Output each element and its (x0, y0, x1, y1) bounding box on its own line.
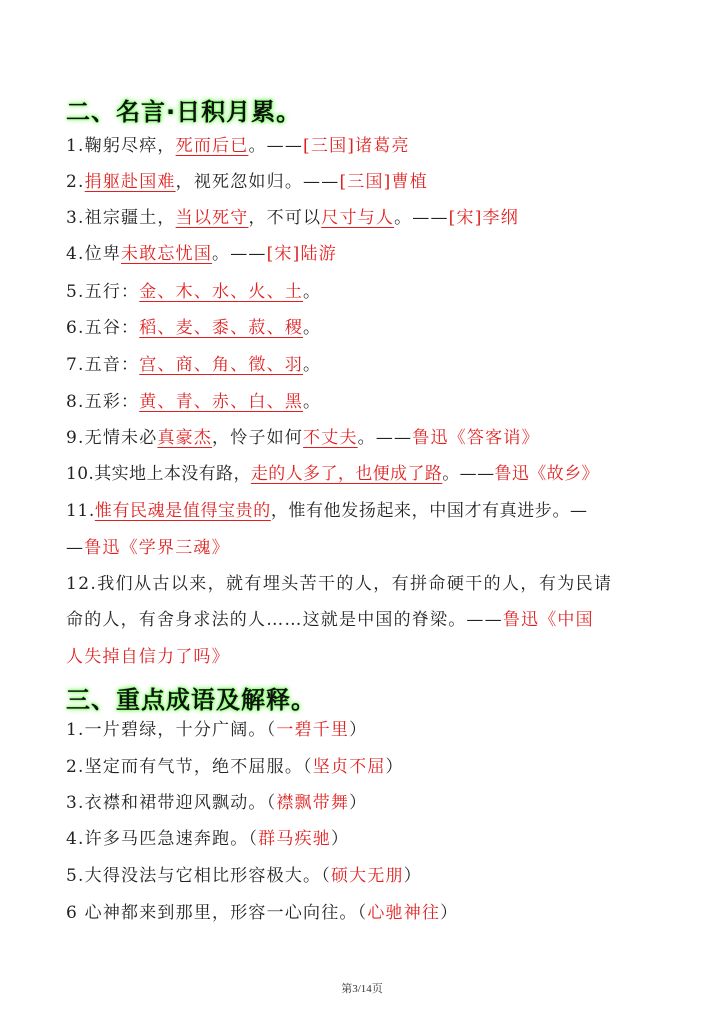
quote-text: 。—— (357, 428, 413, 448)
idiom-item (66, 755, 404, 779)
idiom-definition: 坚定而有气节，绝不屈服。 (84, 757, 304, 777)
answer-blank: 稻、麦、黍、菽、稷 (139, 318, 304, 338)
item-number: 4. (66, 829, 85, 849)
quote-text: 五音： (84, 355, 140, 375)
quote-item-5 (66, 280, 321, 304)
quote-source: [三国]诸葛亮 (303, 136, 410, 156)
paren-close: ） (440, 903, 459, 923)
paren-close: ） (349, 793, 368, 813)
quote-text: 鞠躬尽瘁， (84, 136, 176, 156)
quote-source: [宋]陆游 (266, 244, 337, 264)
quote-text: ，惟有他发扬起来，中国才有真进步。— (270, 501, 588, 521)
item-number: 8. (66, 392, 85, 412)
answer-blank: 金、木、水、火、土 (139, 282, 304, 302)
answer-blank: 当以死守 (175, 208, 249, 228)
quote-item-8 (66, 390, 321, 414)
quote-text: 。 (303, 282, 322, 302)
item-number: 7. (66, 355, 85, 375)
paren-close: ） (403, 866, 422, 886)
paren-open: （ (303, 757, 313, 777)
section-heading-idioms: 三、重点成语及解释。 (66, 686, 316, 714)
item-number: 3. (66, 208, 85, 228)
item-number: 2. (66, 172, 85, 192)
paren-open: （ (248, 829, 259, 849)
idiom-item (66, 827, 349, 851)
answer-blank: 尺寸与人 (321, 208, 395, 228)
idiom-definition: 衣襟和裙带迎风飘动。 (84, 793, 267, 813)
idiom-answer: 群马疾驰 (258, 829, 331, 849)
idiom-item (66, 864, 422, 888)
quote-item-12: 12.我们从古以来，就有埋头苦干的人，有拼命硬干的人，有为民请 (66, 574, 613, 594)
quote-item-12-cont2 (66, 645, 230, 669)
quote-text: 五行： (84, 282, 140, 302)
paren-close: ） (349, 720, 368, 740)
item-number: 1. (66, 720, 85, 740)
answer-blank: 死而后已 (175, 136, 249, 156)
quote-text: ，不可以 (248, 208, 322, 228)
item-number: 2. (66, 757, 85, 777)
quote-source: 鲁迅《中国 (502, 610, 594, 630)
item-number: 4. (66, 244, 85, 264)
quote-item-9 (66, 426, 540, 450)
paren-open: （ (266, 720, 277, 740)
answer-blank: 不丈夫 (303, 428, 358, 448)
page-number: 第3/14页 (341, 983, 383, 995)
quote-source: 鲁迅《学界三魂》 (84, 538, 230, 558)
idiom-answer: 硕大无朋 (330, 866, 404, 886)
quote-text: 。—— (212, 244, 267, 264)
quote-text: 。—— (248, 136, 304, 156)
quote-item-7 (66, 353, 321, 377)
quote-source: [宋]李纲 (448, 208, 519, 228)
quote-text: ，视死忽如归。—— (175, 172, 340, 192)
item-number: 6. (66, 318, 85, 338)
answer-blank: 黄、青、赤、白、黑 (139, 392, 304, 412)
item-number: 5. (66, 866, 85, 886)
quote-item-12-cont (66, 608, 594, 632)
quote-item-10 (66, 462, 599, 486)
paren-close: ） (330, 829, 350, 849)
idiom-item (66, 901, 458, 925)
quote-text: 五谷： (84, 318, 140, 338)
quote-text: 祖宗疆土， (84, 208, 176, 228)
quote-text: 。—— (394, 208, 449, 228)
answer-blank: 宫、商、角、徵、羽 (139, 355, 304, 375)
item-number: 1. (66, 136, 85, 156)
quote-item-2 (66, 170, 428, 194)
paren-open: （ (266, 793, 277, 813)
answer-blank: 捐躯赴国难 (84, 172, 176, 192)
idiom-item (66, 791, 367, 815)
quote-source: 人失掉自信力了吗》 (66, 647, 230, 667)
quote-item-11 (66, 499, 588, 523)
quote-text: 。 (303, 318, 322, 338)
idiom-definition: 许多马匹急速奔跑。 (84, 829, 249, 849)
quote-source: [三国]曹植 (339, 172, 428, 192)
answer-blank: 走的人多了，也便成了路 (250, 464, 443, 484)
quote-text: ，怜子如何 (212, 428, 304, 448)
item-number: 6 (66, 903, 85, 923)
item-number: 10. (66, 464, 95, 484)
quote-item-1 (66, 134, 410, 158)
idiom-answer: 心驰神往 (367, 903, 441, 923)
idiom-definition: 心神都来到那里，形容一心向往。 (84, 903, 358, 923)
quote-text: — (66, 538, 85, 558)
idiom-answer: 一碧千里 (276, 720, 350, 740)
idiom-definition: 大得没法与它相比形容极大。 (84, 866, 322, 886)
quote-text: 位卑 (84, 244, 122, 264)
item-number: 3. (66, 793, 85, 813)
idiom-definition: 一片碧绿，十分广阔。 (84, 720, 267, 740)
quote-text: 。—— (442, 464, 495, 484)
item-number: 11. (66, 501, 95, 521)
answer-blank: 惟有民魂是值得宝贵的 (94, 501, 271, 521)
paren-open: （ (321, 866, 331, 886)
quote-source: 鲁迅《故乡》 (494, 464, 599, 484)
answer-blank: 真豪杰 (157, 428, 213, 448)
quote-text: 五彩： (84, 392, 140, 412)
answer-blank: 未敢忘忧国 (121, 244, 213, 264)
quote-item-11-cont (66, 536, 230, 560)
idiom-answer: 襟飘带舞 (276, 793, 350, 813)
quote-text: 命的人，有舍身求法的人……这就是中国的脊梁。—— (66, 610, 503, 630)
quote-text: 。 (303, 355, 322, 375)
section-heading-quotes: 二、名言·日积月累。 (66, 98, 302, 126)
item-number: 5. (66, 282, 85, 302)
idiom-item (66, 718, 367, 742)
quote-text: 。 (303, 392, 322, 412)
quote-item-3 (66, 206, 519, 230)
paren-close: ） (385, 757, 404, 777)
quote-item-4 (66, 242, 337, 266)
paren-open: （ (357, 903, 368, 923)
item-number: 9. (66, 428, 85, 448)
quote-source: 鲁迅《答客诮》 (412, 428, 540, 448)
idiom-answer: 坚贞不屈 (312, 757, 386, 777)
quote-text: 其实地上本没有路， (94, 464, 251, 484)
quote-item-6 (66, 316, 321, 340)
quote-text: 无情未必 (84, 428, 158, 448)
